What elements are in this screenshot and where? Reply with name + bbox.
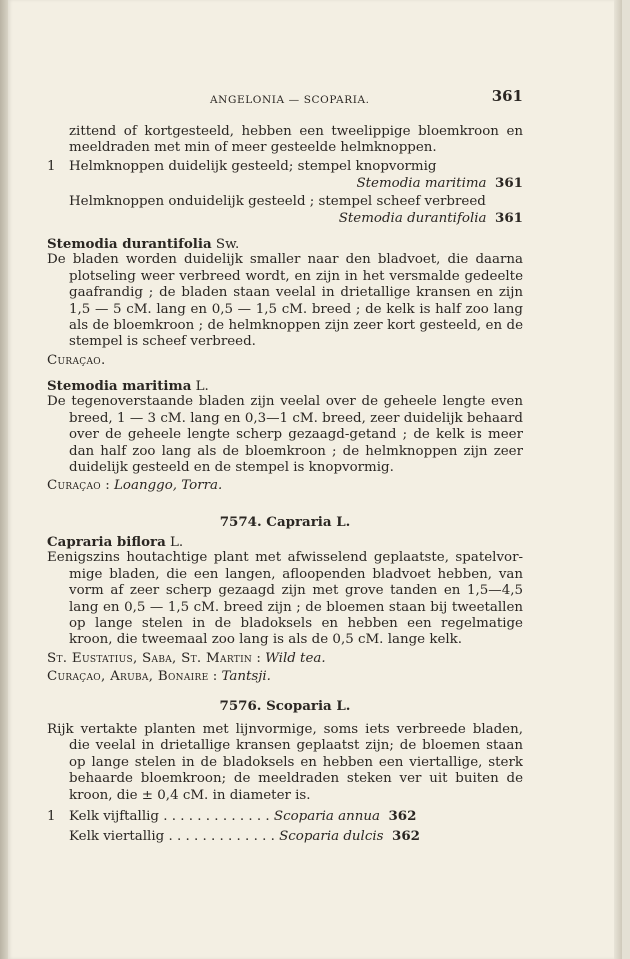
key-item-text: Helmknoppen duidelijk gesteeld; stempel knopvormig	[69, 158, 437, 174]
locality: St. Eustatius, Saba, St. Martin	[47, 650, 253, 666]
description-line: dan half zoo lang als de bloemkroon ; de helmknoppen zijn zeer	[69, 443, 523, 459]
key-item-2	[47, 194, 523, 210]
species-name: Stemodia durantifolia	[47, 236, 212, 252]
description-line: Rijk vertakte planten met lijnvormige, soms iets verbreede bladen,	[47, 722, 523, 737]
genus-scoparia	[47, 722, 523, 845]
species-name: Capraria biflora	[47, 534, 166, 550]
species-heading	[47, 236, 523, 252]
key-leader-dots: . . . . . . . . . . . . .	[164, 829, 280, 845]
key-taxon: Stemodia durantifolia	[338, 210, 487, 226]
key-taxon: Scoparia annua	[273, 808, 380, 824]
vernacular-name: Tantsji.	[221, 669, 271, 685]
genus-heading: 7574. Capraria L.	[219, 514, 351, 530]
locality-line: St. Eustatius, Saba, St. Martin : Wild tea.	[47, 650, 326, 666]
species-heading	[47, 378, 523, 394]
running-title: ANGELONIA — SCOPARIA.	[210, 94, 370, 106]
description-line: lang en 0,5 — 1,5 cM. breed zijn ; de bloemen staan bij tweetallen	[69, 599, 523, 615]
genus-heading-scoparia	[47, 698, 523, 714]
book-gutter	[0, 0, 8, 959]
description-line: De bladen worden duidelijk smaller naar den bladvoet, die daarna	[47, 252, 523, 268]
key-item-text: Kelk vijftallig	[69, 808, 159, 824]
species-name: Stemodia maritima	[47, 378, 192, 394]
description-line: over de geheele lengte scherp gezaagd-getand ; de kelk is meer	[69, 427, 523, 443]
species-durantifolia	[47, 236, 523, 369]
key-taxon: Scoparia dulcis	[279, 829, 384, 845]
description-line: op lange stelen in de bladoksels en hebben een viertallige, sterk	[69, 754, 523, 770]
genus-heading: 7576. Scoparia L.	[219, 698, 351, 714]
description-line: die veelal in drietallige kransen geplaatst zijn; de bloemen staan	[69, 738, 523, 754]
description-line: op lange stelen in de bladoksels en hebben een regelmatige	[69, 615, 523, 631]
key-item-1-result	[47, 175, 523, 191]
locality-line: Curaçao, Aruba, Bonaire : Tantsji.	[47, 669, 271, 685]
locality: Curaçao.	[47, 352, 106, 368]
description-line: als de bloemkroon ; de helmknoppen zijn zeer kort gesteeld, en de	[69, 317, 523, 333]
page-number: 361	[491, 87, 523, 105]
description-line: Eenigszins houtachtige plant met afwisselend geplaatste, spatelvor-	[47, 550, 523, 566]
species-author: L.	[170, 535, 184, 550]
key-intro	[47, 124, 523, 226]
genus-heading-capraria	[47, 514, 523, 530]
description-line: breed, 1 — 3 cM. lang en 0,3—1 cM. breed, zeer duidelijk behaard	[69, 410, 523, 426]
description-line: 1,5 — 5 cM. lang en 0,5 — 1,5 cM. breed ; de kelk is half zoo lang	[69, 301, 523, 317]
species-biflora	[47, 534, 523, 686]
key-page-ref: 362	[392, 828, 420, 845]
vernacular-name: Loanggo, Torra.	[114, 478, 223, 494]
species-author: L.	[195, 379, 209, 394]
key-page-ref: 361	[495, 175, 523, 192]
key-leader-dots: . . . . . . . . . . . . .	[158, 808, 274, 824]
key-item-1	[47, 159, 523, 175]
description-line: vorm af zeer scherp gezaagd zijn met grove tanden en 1,5—4,5	[69, 583, 523, 599]
locality: Curaçao, Aruba, Bonaire	[47, 669, 209, 685]
key-item-number: 1	[47, 158, 56, 174]
description-line: De tegenoverstaande bladen zijn veelal over de geheele lengte even	[47, 394, 523, 410]
species-heading	[47, 534, 523, 550]
scoparia-key-1	[47, 808, 523, 824]
description-line: gaafrandig ; de bladen staan veelal in drietallige kransen en zijn	[69, 285, 523, 301]
vernacular-name: Wild tea.	[265, 650, 326, 666]
key-taxon: Stemodia maritima	[356, 176, 487, 192]
key-item-text: Helmknoppen onduidelijk gesteeld ; stempel scheef verbreed	[69, 193, 486, 209]
description-line: kroon, die tweemaal zoo lang is als de 0,5 cM. lange kelk.	[69, 632, 463, 648]
page-edge	[614, 0, 622, 959]
key-item-number: 1	[47, 808, 56, 824]
description-line: stempel is scheef verbreed.	[69, 334, 256, 350]
book-page	[8, 0, 622, 959]
scoparia-key-2	[47, 828, 523, 844]
species-author: Sw.	[215, 237, 240, 252]
page-header	[47, 88, 523, 108]
description-line: kroon, die ± 0,4 cM. in diameter is.	[69, 787, 311, 803]
key-page-ref: 361	[495, 209, 523, 226]
locality-line: Curaçao : Loanggo, Torra.	[47, 478, 223, 494]
description-line: duidelijk gesteeld en de stempel is knopvormig.	[69, 459, 394, 475]
species-maritima	[47, 378, 523, 495]
key-item-2-result	[47, 210, 523, 226]
key-line: meeldraden met min of meer gesteelde helmknoppen.	[69, 140, 437, 156]
locality: Curaçao	[47, 478, 101, 494]
key-line: zittend of kortgesteeld, hebben een tweelippige bloemkroon en	[69, 124, 523, 139]
description-line: behaarde bloemkroon; de meeldraden steken ver uit buiten de	[69, 771, 523, 787]
description-line: plotseling weer verbreed wordt, en zijn in het versmalde gedeelte	[69, 268, 523, 284]
description-line: mige bladen, die een langen, afloopenden bladvoet hebben, van	[69, 566, 523, 582]
key-page-ref: 362	[388, 807, 417, 824]
key-item-text: Kelk viertallig	[69, 829, 165, 845]
